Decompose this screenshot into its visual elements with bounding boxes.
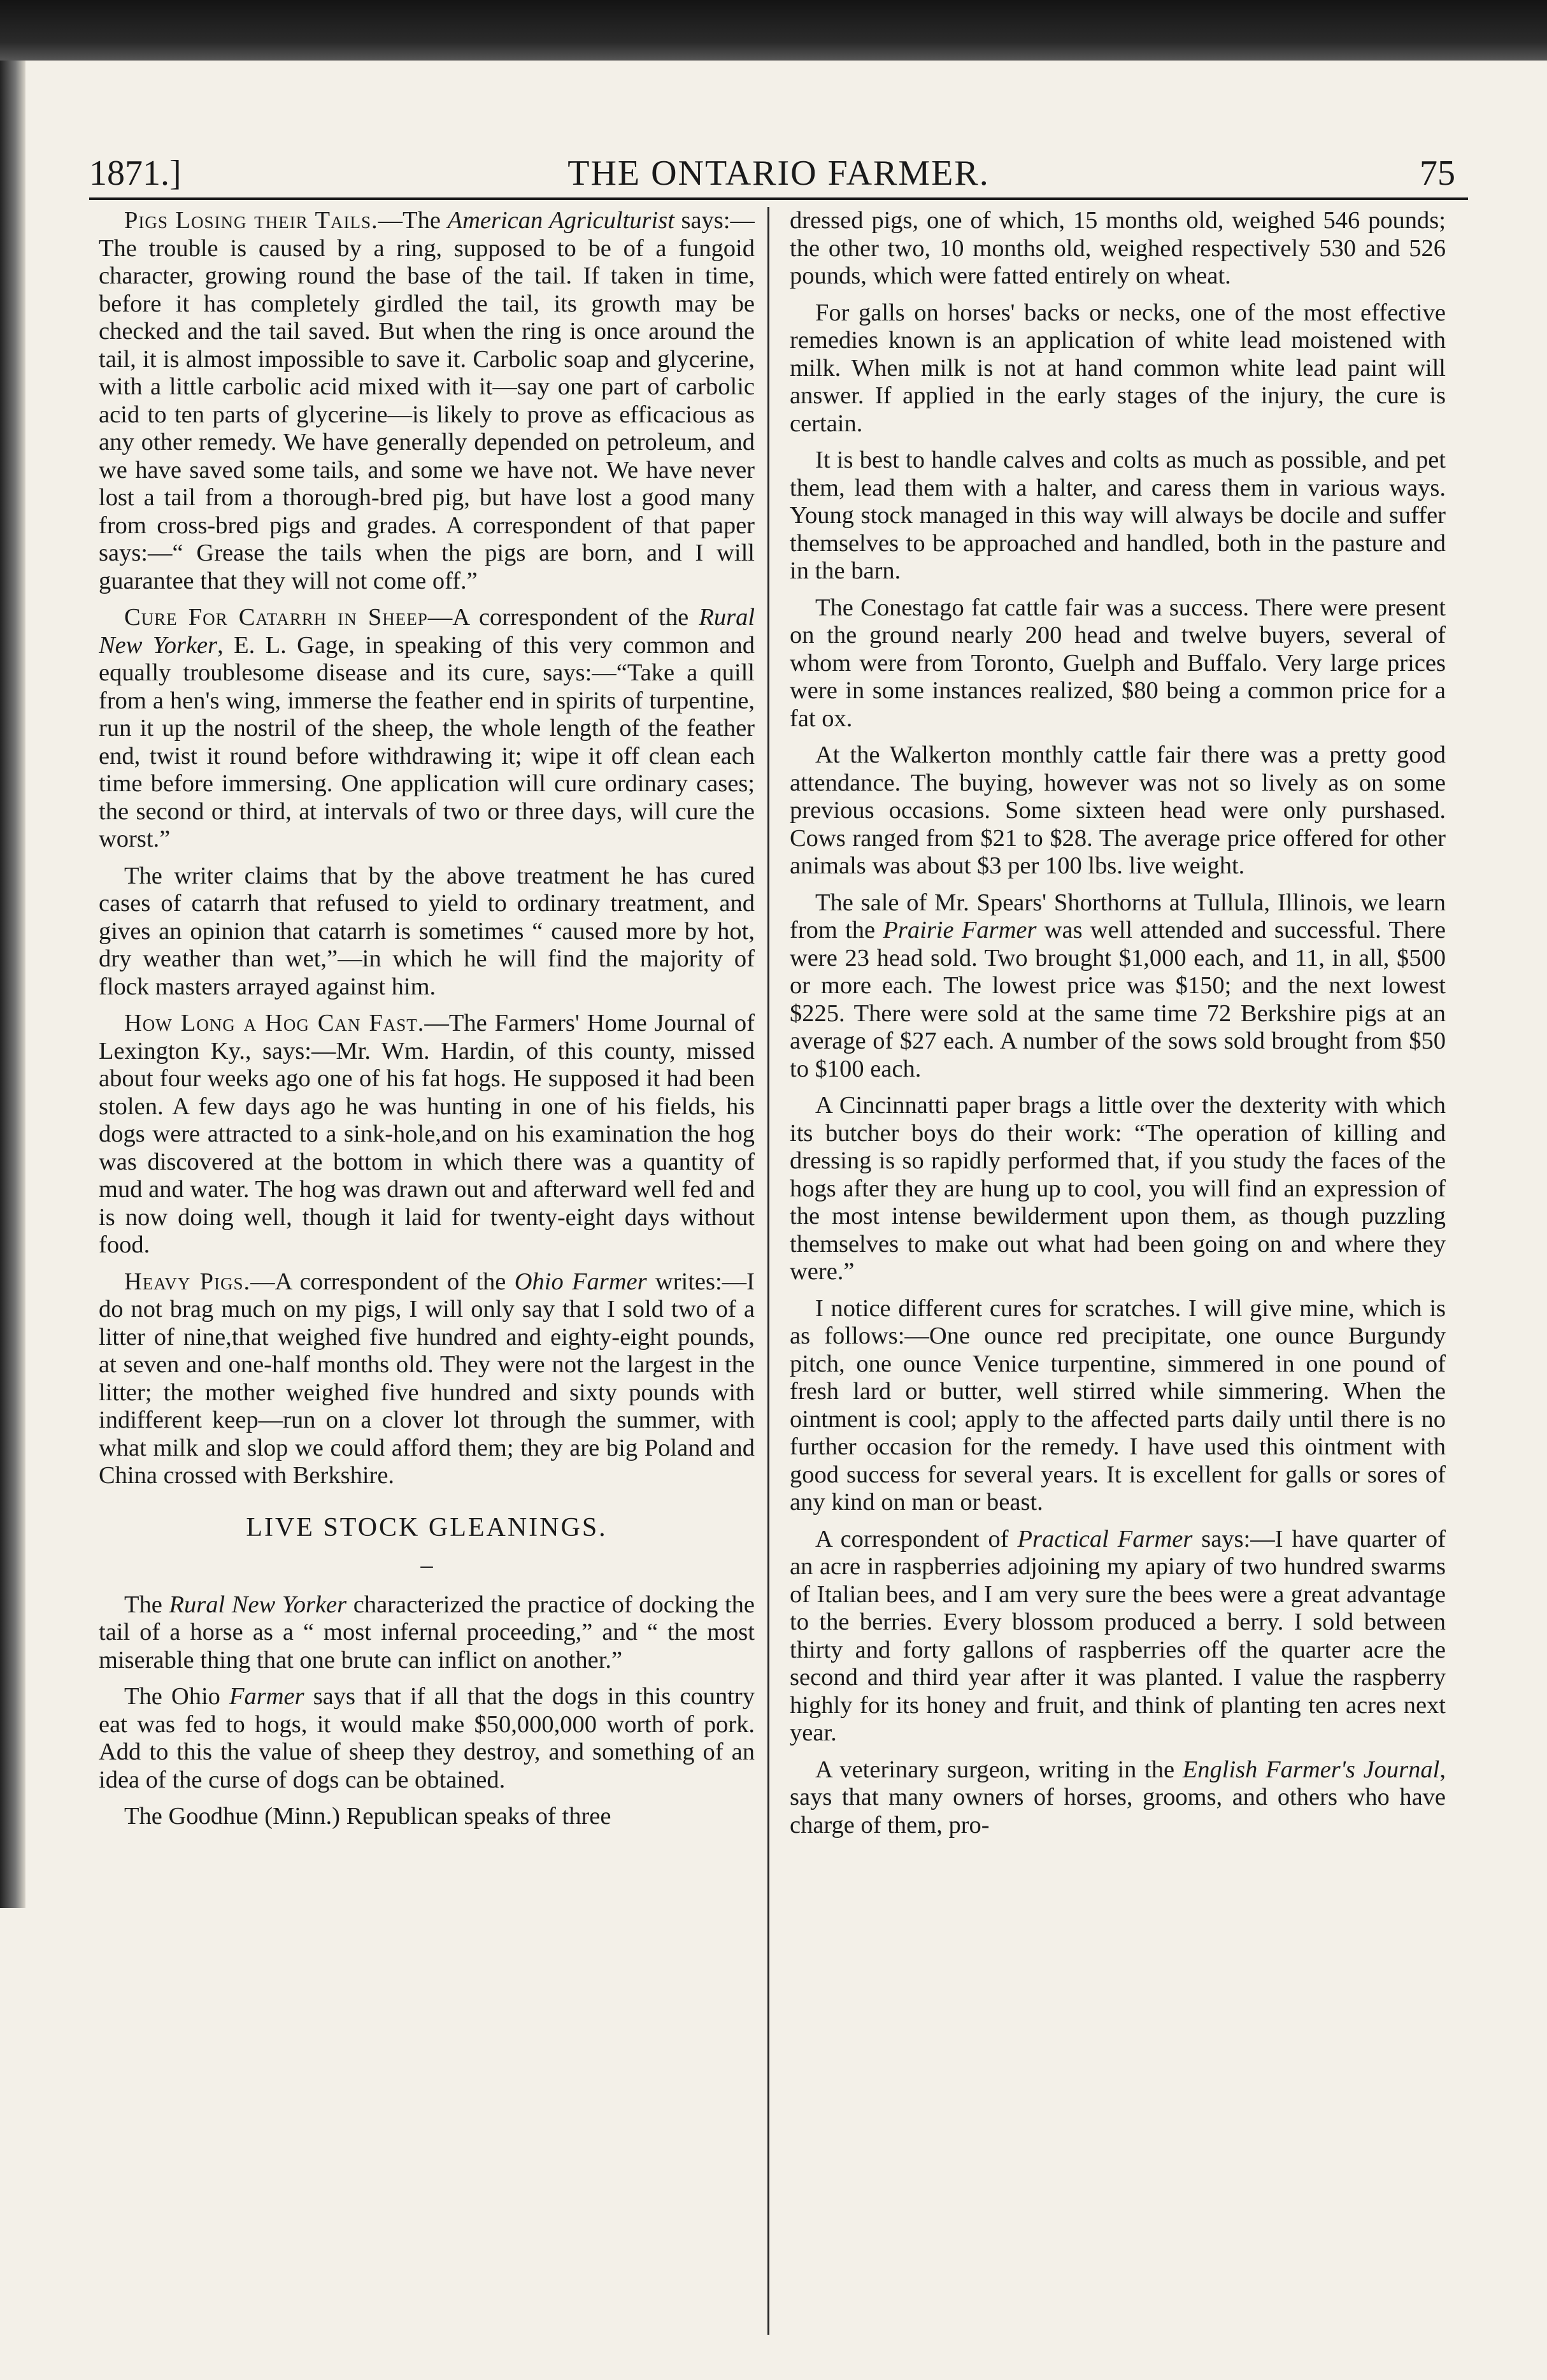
column-rule	[767, 207, 769, 2335]
paragraph-dressed-pigs: dressed pigs, one of which, 15 months old, weighed 546 pounds; the other two, 10 months old, weighed respectively 530 and 526 pounds, which were fatted entirely on wheat.	[790, 207, 1446, 289]
source-title: Rural New Yorker	[99, 604, 755, 659]
article-catarrh-sheep-continued: The writer claims that by the above treatment he has cured cases of catarrh that refused to yield to ordinary treatment, and gives an opinion that catarrh is sometimes “ caused more by hot, dry weather than wet,”—in which he will find the majority of flock masters arrayed against him.	[99, 862, 755, 1000]
gleaning-goodhue-republican: The Goodhue (Minn.) Republican speaks of three	[124, 1803, 611, 1830]
article-columns	[89, 207, 1468, 2335]
paragraph-shorthorns-sale: The sale of Mr. Spears' Shorthorns at Tullula, Illinois, we learn from the Prairie Farmer was well attended and successful. There were 23 head sold. Two brought $1,000 each, and 11, in all, $500 or more each. The lowest price was $150; and the next lowest $225. There were sold at the same time 72 Berkshire pigs at an average of $27 each. A number of the sows sold brought from $50 to $100 each.	[790, 889, 1446, 1082]
left-column	[99, 207, 755, 2335]
page-header	[89, 127, 1468, 200]
source-title: Ohio Farmer	[514, 1268, 647, 1295]
paragraph-calves-colts: It is best to handle calves and colts as much as possible, and pet them, lead them with a halter, and caress them in various ways. Young stock managed in this way will always be docile and suffer themselves to be approached and handled, both in the pasture and in the barn.	[790, 447, 1446, 584]
source-title: American Agriculturist	[447, 207, 674, 234]
source-title: Prairie Farmer	[883, 917, 1037, 943]
header-title: THE ONTARIO FARMER.	[567, 154, 990, 193]
source-title: Practical Farmer	[1017, 1525, 1193, 1552]
section-divider: –	[420, 1552, 433, 1579]
paragraph-walkerton-fair: At the Walkerton monthly cattle fair there was a pretty good attendance. The buying, however was not so lively as on some previous occasions. Some sixteen head were only purshased. Cows ranged from $21 to $28. The average price offered for other animals was about $3 per 100 lbs. live weight.	[790, 742, 1446, 879]
gleaning-docking-tail: The Rural New Yorker characterized the practice of docking the tail of a horse as a “ most infernal proceeding,” and “ the most miserable thing that one brute can inflict on another.”	[99, 1591, 755, 1674]
article-catarrh-sheep: Cure For Catarrh in Sheep—A correspondent of the Rural New Yorker, E. L. Gage, in speaking of this very common and equally troublesome disease and its cure, says:—“Take a quill from a hen's wing, immerse the feather end in spirits of turpentine, run it up the nostril of the sheep, the whole length of the feather end, twist it round before withdrawing it; wipe it off clean each time before immersing. One application will cure ordinary cases; the second or third, at intervals of two or three days, will cure the worst.”	[99, 604, 755, 852]
source-title: Rural New Yorker	[169, 1591, 347, 1618]
article-heading: Pigs Losing their Tails.	[124, 207, 378, 234]
article-heading: How Long a Hog Can Fast.	[124, 1010, 425, 1036]
article-heavy-pigs: Heavy Pigs.—A correspondent of the Ohio Farmer writes:—I do not brag much on my pigs, I will only say that I sold two of a litter of nine,that weighed five hundred and eighty-eight pounds, at seven and one-half months old. They were not the largest in the litter; the mother weighed five hundred and sixty pounds with indifferent keep—run on a clover lot through the summer, with what milk and slop we could afford them; they are big Poland and China crossed with Berkshire.	[99, 1268, 755, 1489]
paragraph-raspberries-bees: A correspondent of Practical Farmer says:—I have quarter of an acre in raspberries adjoining my apiary of two hundred swarms of Italian bees, and I am very sure the bees were a great advantage to the berries. Every blossom produced a berry. I sold between thirty and forty gallons of raspberries off the quarter acre the second and third year after it was planted. I value the raspberry highly for its honey and fruit, and think of planting ten acres next year.	[790, 1525, 1446, 1746]
source-title: English Farmer's Journal	[1182, 1756, 1440, 1783]
scan-top-band	[0, 0, 1547, 61]
paragraph-galls-horses: For galls on horses' backs or necks, one of the most effective remedies known is an application of white lead moistened with milk. When milk is not at hand common white lead paint will answer. If applied in the early stages of the injury, the cure is certain.	[790, 299, 1446, 437]
right-column	[790, 207, 1446, 2335]
article-hog-fast: How Long a Hog Can Fast.—The Farmers' Home Journal of Lexington Ky., says:—Mr. Wm. Hardin, of this county, missed about four weeks ago one of his fat hogs. He supposed it had been stolen. A few days ago he was hunting in one of his fields, his dogs were attracted to a sink-hole,and on his examination the hog was discovered at the bottom in which there was a quantity of mud and water. The hog was drawn out and afterward well fed and is now doing well, though it laid for twenty-eight days without food.	[99, 1010, 755, 1258]
scan-left-edge	[0, 61, 25, 1908]
paragraph-cincinnatti-butchers: A Cincinnatti paper brags a little over the dexterity with which its butcher boys do their work: “The operation of killing and dressing is so rapidly performed that, if you study the faces of the hogs after they are hung up to cool, you will find an expression of the most intense bewilderment upon them, as though puzzling themselves to make out what had been going on and where they were.”	[790, 1092, 1446, 1285]
paragraph-conestago-fair: The Conestago fat cattle fair was a success. There were present on the ground nearly 200 head and twelve buyers, several of whom were from Toronto, Guelph and Buffalo. Very large prices were in some instances realized, $80 being a common price for a fat ox.	[790, 594, 1446, 732]
paragraph-veterinary-surgeon: A veterinary surgeon, writing in the English Farmer's Journal, says that many owners of horses, grooms, and others who have charge of them, pro-	[790, 1756, 1446, 1839]
article-heading: Heavy Pigs.	[124, 1268, 251, 1295]
article-pigs-tails: Pigs Losing their Tails.—The American Agriculturist says:—The trouble is caused by a ring, supposed to be of a fungoid character, growing round the base of the tail. If taken in time, before it has completely girdled the tail, its growth may be checked and the tail saved. But when the ring is once around the tail, it is almost impossible to save it. Carbolic soap and glycerine, with a little carbolic acid mixed with it—say one part of carbolic acid to ten parts of glycerine—is likely to prove as efficacious as any other remedy. We have generally depended on petroleum, and we have saved some tails, and some we have not. We have never lost a tail from a thorough-bred pig, but have lost a good many from cross-bred pigs and grades. A correspondent of that paper says:—“ Grease the tails when the pigs are born, and I will guarantee that they will not come off.”	[99, 207, 755, 594]
header-year: 1871.]	[89, 154, 182, 193]
gleaning-dogs-hogs: The Ohio Farmer says that if all that the dogs in this country eat was fed to hogs, it would make $50,000,000 worth of pork. Add to this the value of sheep they destroy, and something of an idea of the curse of dogs can be obtained.	[99, 1683, 755, 1793]
article-heading: Cure For Catarrh in Sheep	[124, 604, 428, 631]
header-page-number: 75	[1420, 154, 1455, 193]
paragraph-scratches-cure: I notice different cures for scratches. I will give mine, which is as follows:—One ounce red precipitate, one ounce Burgundy pitch, one ounce Venice turpentine, simmered in one pound of fresh lard or butter, well stirred while simmering. When the ointment is cool; apply to the affected parts daily until there is no further occasion for the remedy. I have used this ointment with good success for several years. It is excellent for galls or sores of any kind on man or beast.	[790, 1294, 1446, 1516]
section-title-live-stock-gleanings: LIVE STOCK GLEANINGS.	[246, 1512, 608, 1542]
newspaper-page	[89, 127, 1468, 2338]
source-title: Farmer	[229, 1683, 304, 1710]
